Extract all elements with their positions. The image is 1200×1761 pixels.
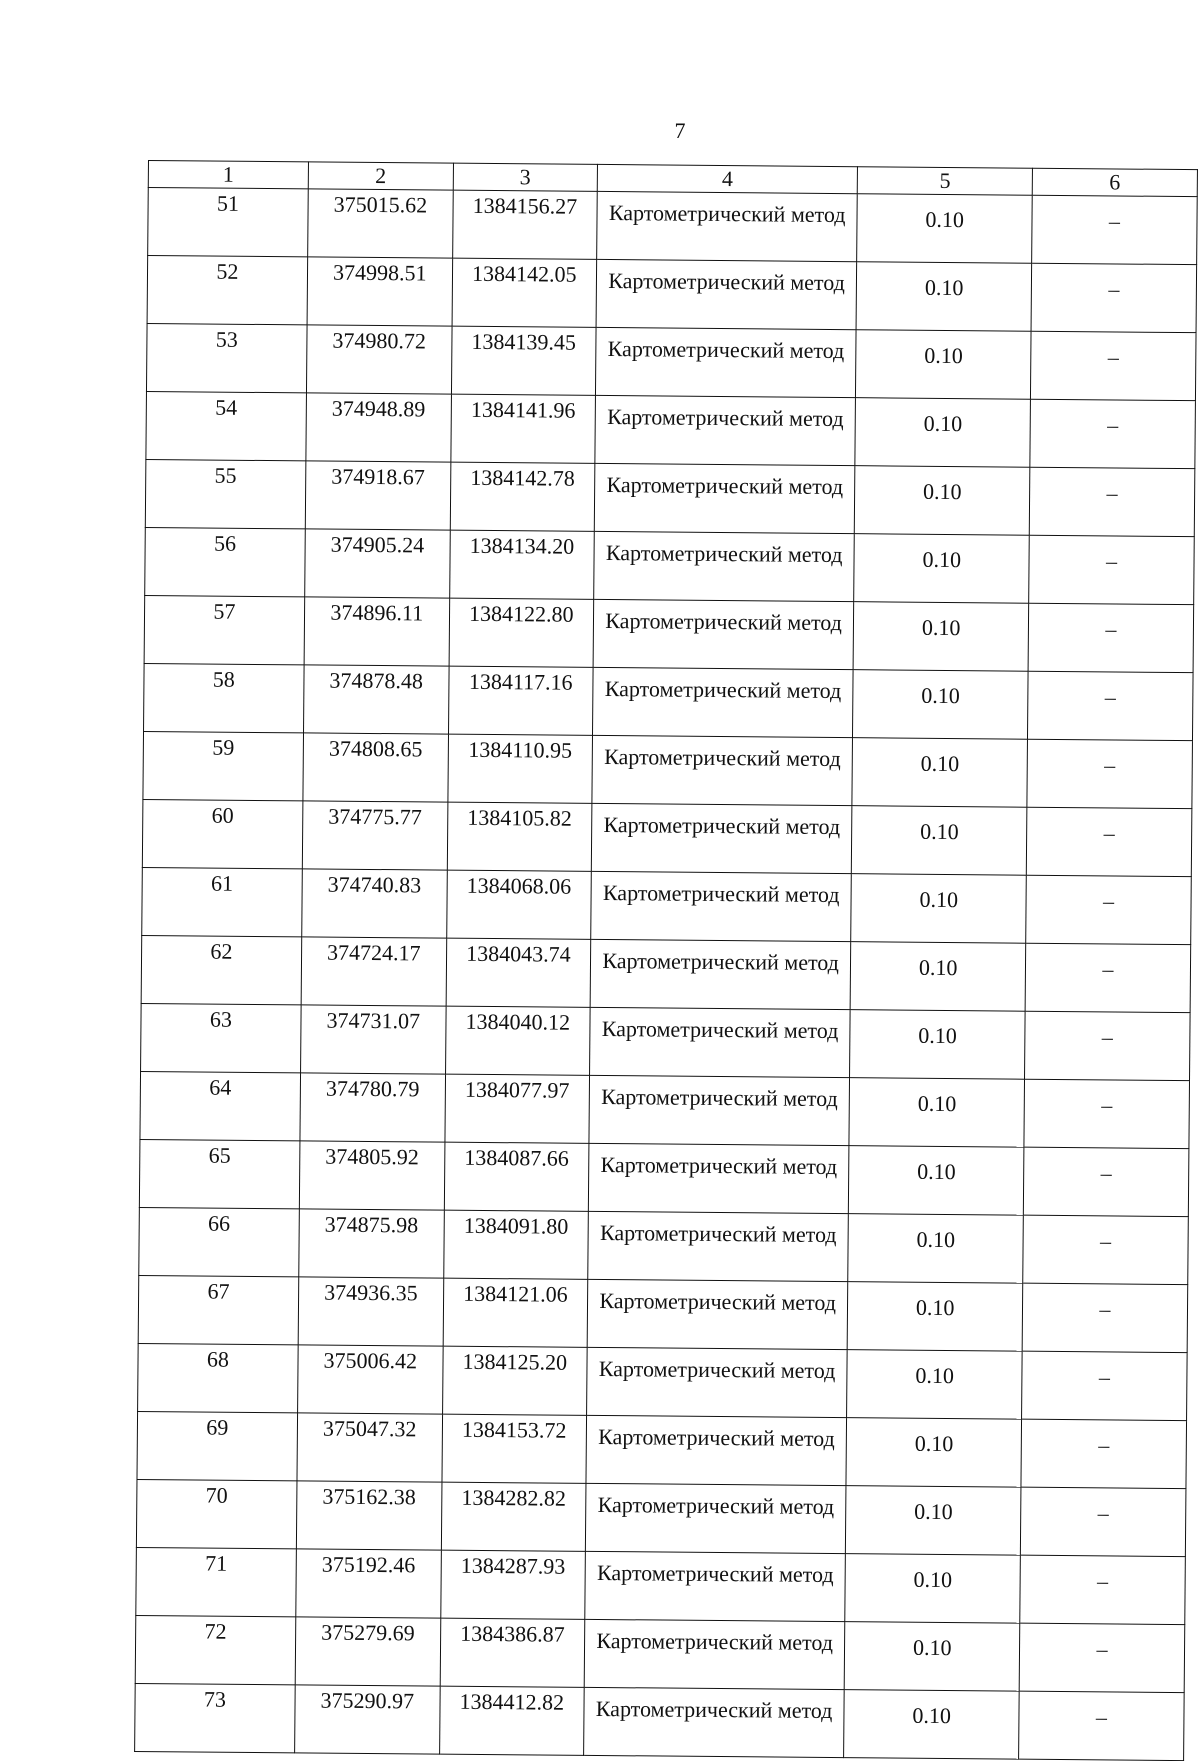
x-coordinate-cell: 374805.92 bbox=[299, 1141, 445, 1210]
x-coordinate-cell: 374878.48 bbox=[303, 665, 449, 734]
method-cell: Картометрический метод bbox=[583, 1687, 844, 1757]
y-coordinate-cell: 1384077.97 bbox=[445, 1074, 590, 1143]
point-number-cell: 73 bbox=[135, 1683, 295, 1752]
precision-cell: 0.10 bbox=[850, 1010, 1025, 1080]
note-cell: – bbox=[1024, 1011, 1190, 1080]
point-number-cell: 69 bbox=[137, 1411, 297, 1480]
note-cell: – bbox=[1027, 671, 1193, 740]
x-coordinate-cell: 375006.42 bbox=[297, 1345, 443, 1414]
table-row bbox=[144, 663, 1194, 740]
y-coordinate-cell: 1384142.05 bbox=[452, 258, 597, 327]
x-coordinate-cell: 375290.97 bbox=[294, 1685, 440, 1754]
precision-cell: 0.10 bbox=[846, 1418, 1021, 1488]
precision-cell: 0.10 bbox=[857, 262, 1032, 332]
y-coordinate-cell: 1384412.82 bbox=[439, 1686, 584, 1755]
method-cell: Картометрический метод bbox=[594, 463, 855, 533]
precision-cell: 0.10 bbox=[855, 466, 1030, 536]
column-header-6: 6 bbox=[1032, 168, 1197, 196]
x-coordinate-cell: 375192.46 bbox=[296, 1549, 442, 1618]
table-row bbox=[145, 527, 1195, 604]
y-coordinate-cell: 1384110.95 bbox=[448, 734, 593, 803]
table-row bbox=[144, 595, 1194, 672]
method-cell: Картометрический метод bbox=[586, 1347, 847, 1417]
precision-cell: 0.10 bbox=[845, 1622, 1020, 1692]
table-row bbox=[146, 323, 1196, 400]
y-coordinate-cell: 1384287.93 bbox=[441, 1550, 586, 1619]
y-coordinate-cell: 1384122.80 bbox=[449, 598, 594, 667]
y-coordinate-cell: 1384105.82 bbox=[447, 802, 592, 871]
y-coordinate-cell: 1384139.45 bbox=[451, 326, 596, 395]
y-coordinate-cell: 1384125.20 bbox=[442, 1346, 587, 1415]
method-cell: Картометрический метод bbox=[595, 327, 856, 397]
note-cell: – bbox=[1023, 1215, 1189, 1284]
point-number-cell: 72 bbox=[135, 1615, 295, 1684]
y-coordinate-cell: 1384040.12 bbox=[445, 1006, 590, 1075]
precision-cell: 0.10 bbox=[846, 1486, 1021, 1556]
method-cell: Картометрический метод bbox=[589, 1007, 850, 1077]
table-row bbox=[139, 1139, 1189, 1216]
point-number-cell: 54 bbox=[146, 391, 306, 460]
table-row bbox=[136, 1479, 1186, 1556]
column-header-4: 4 bbox=[597, 164, 858, 193]
point-number-cell: 63 bbox=[141, 1003, 301, 1072]
method-cell: Картометрический метод bbox=[590, 939, 851, 1009]
method-cell: Картометрический метод bbox=[593, 531, 854, 601]
note-cell: – bbox=[1031, 263, 1197, 332]
point-number-cell: 57 bbox=[144, 595, 304, 664]
point-number-cell: 67 bbox=[138, 1275, 298, 1344]
note-cell: – bbox=[1029, 535, 1195, 604]
note-cell: – bbox=[1024, 1079, 1190, 1148]
x-coordinate-cell: 374896.11 bbox=[304, 597, 450, 666]
x-coordinate-cell: 374775.77 bbox=[302, 801, 448, 870]
method-cell: Картометрический метод bbox=[591, 871, 852, 941]
method-cell: Картометрический метод bbox=[588, 1143, 849, 1213]
y-coordinate-cell: 1384134.20 bbox=[450, 530, 595, 599]
note-cell: – bbox=[1032, 195, 1198, 264]
x-coordinate-cell: 374875.98 bbox=[299, 1209, 445, 1278]
table-row bbox=[142, 867, 1192, 944]
coordinates-table bbox=[134, 160, 1198, 1761]
x-coordinate-cell: 374740.83 bbox=[301, 869, 447, 938]
precision-cell: 0.10 bbox=[851, 874, 1026, 944]
point-number-cell: 56 bbox=[145, 527, 305, 596]
note-cell: – bbox=[1030, 399, 1196, 468]
point-number-cell: 58 bbox=[144, 663, 304, 732]
x-coordinate-cell: 374948.89 bbox=[306, 393, 452, 462]
y-coordinate-cell: 1384156.27 bbox=[452, 190, 597, 259]
y-coordinate-cell: 1384142.78 bbox=[450, 462, 595, 531]
table-body bbox=[135, 188, 1198, 1761]
y-coordinate-cell: 1384141.96 bbox=[451, 394, 596, 463]
point-number-cell: 55 bbox=[145, 459, 305, 528]
point-number-cell: 51 bbox=[148, 188, 308, 257]
table-row bbox=[148, 188, 1198, 265]
note-cell: – bbox=[1029, 467, 1195, 536]
note-cell: – bbox=[1021, 1351, 1187, 1420]
point-number-cell: 52 bbox=[147, 256, 307, 325]
method-cell: Картометрический метод bbox=[592, 735, 853, 805]
precision-cell: 0.10 bbox=[854, 534, 1029, 604]
point-number-cell: 71 bbox=[136, 1547, 296, 1616]
note-cell: – bbox=[1026, 875, 1192, 944]
method-cell: Картометрический метод bbox=[585, 1551, 846, 1621]
precision-cell: 0.10 bbox=[854, 602, 1029, 672]
precision-cell: 0.10 bbox=[847, 1350, 1022, 1420]
method-cell: Картометрический метод bbox=[589, 1075, 850, 1145]
precision-cell: 0.10 bbox=[845, 1554, 1020, 1624]
table-row bbox=[142, 799, 1192, 876]
method-cell: Картометрический метод bbox=[596, 259, 857, 329]
method-cell: Картометрический метод bbox=[593, 599, 854, 669]
table-row bbox=[145, 459, 1195, 536]
precision-cell: 0.10 bbox=[856, 330, 1031, 400]
y-coordinate-cell: 1384121.06 bbox=[443, 1278, 588, 1347]
x-coordinate-cell: 375162.38 bbox=[296, 1481, 442, 1550]
x-coordinate-cell: 374936.35 bbox=[298, 1277, 444, 1346]
note-cell: – bbox=[1022, 1283, 1188, 1352]
table-row bbox=[136, 1547, 1186, 1624]
page-number: 7 bbox=[674, 118, 686, 143]
note-cell: – bbox=[1023, 1147, 1189, 1216]
y-coordinate-cell: 1384091.80 bbox=[444, 1210, 589, 1279]
note-cell: – bbox=[1020, 1487, 1186, 1556]
point-number-cell: 64 bbox=[140, 1071, 300, 1140]
point-number-cell: 59 bbox=[143, 731, 303, 800]
y-coordinate-cell: 1384282.82 bbox=[441, 1482, 586, 1551]
point-number-cell: 66 bbox=[139, 1207, 299, 1276]
x-coordinate-cell: 374724.17 bbox=[301, 937, 447, 1006]
method-cell: Картометрический метод bbox=[584, 1619, 845, 1689]
method-cell: Картометрический метод bbox=[595, 395, 856, 465]
method-cell: Картометрический метод bbox=[587, 1279, 848, 1349]
note-cell: – bbox=[1019, 1623, 1185, 1692]
y-coordinate-cell: 1384153.72 bbox=[442, 1414, 587, 1483]
point-number-cell: 68 bbox=[138, 1343, 298, 1412]
x-coordinate-cell: 375279.69 bbox=[295, 1617, 441, 1686]
method-cell: Картометрический метод bbox=[588, 1211, 849, 1281]
point-number-cell: 65 bbox=[139, 1139, 299, 1208]
precision-cell: 0.10 bbox=[853, 670, 1028, 740]
column-header-1: 1 bbox=[148, 161, 308, 189]
y-coordinate-cell: 1384386.87 bbox=[440, 1618, 585, 1687]
x-coordinate-cell: 374980.72 bbox=[306, 325, 452, 394]
note-cell: – bbox=[1030, 331, 1196, 400]
precision-cell: 0.10 bbox=[857, 194, 1032, 264]
method-cell: Картометрический метод bbox=[591, 803, 852, 873]
y-coordinate-cell: 1384117.16 bbox=[448, 666, 593, 735]
precision-cell: 0.10 bbox=[851, 942, 1026, 1012]
method-cell: Картометрический метод bbox=[585, 1483, 846, 1553]
column-header-2: 2 bbox=[308, 162, 453, 190]
precision-cell: 0.10 bbox=[848, 1214, 1023, 1284]
method-cell: Картометрический метод bbox=[592, 667, 853, 737]
x-coordinate-cell: 374808.65 bbox=[303, 733, 449, 802]
column-header-3: 3 bbox=[453, 163, 597, 191]
y-coordinate-cell: 1384087.66 bbox=[444, 1142, 589, 1211]
point-number-cell: 61 bbox=[142, 867, 302, 936]
table-row bbox=[135, 1683, 1185, 1760]
table-row bbox=[146, 391, 1196, 468]
table-row bbox=[138, 1275, 1188, 1352]
y-coordinate-cell: 1384068.06 bbox=[447, 870, 592, 939]
table-row bbox=[139, 1207, 1189, 1284]
x-coordinate-cell: 375015.62 bbox=[307, 189, 453, 258]
precision-cell: 0.10 bbox=[852, 738, 1027, 808]
point-number-cell: 60 bbox=[142, 799, 302, 868]
point-number-cell: 53 bbox=[146, 323, 306, 392]
note-cell: – bbox=[1020, 1555, 1186, 1624]
note-cell: – bbox=[1026, 807, 1192, 876]
note-cell: – bbox=[1027, 739, 1193, 808]
precision-cell: 0.10 bbox=[844, 1690, 1019, 1760]
precision-cell: 0.10 bbox=[848, 1282, 1023, 1352]
x-coordinate-cell: 375047.32 bbox=[297, 1413, 443, 1482]
table-row bbox=[141, 935, 1191, 1012]
method-cell: Картометрический метод bbox=[586, 1415, 847, 1485]
x-coordinate-cell: 374905.24 bbox=[304, 529, 450, 598]
point-number-cell: 70 bbox=[136, 1479, 296, 1548]
x-coordinate-cell: 374731.07 bbox=[300, 1005, 446, 1074]
precision-cell: 0.10 bbox=[852, 806, 1027, 876]
precision-cell: 0.10 bbox=[849, 1146, 1024, 1216]
method-cell: Картометрический метод bbox=[596, 191, 857, 261]
column-header-5: 5 bbox=[858, 167, 1033, 196]
note-cell: – bbox=[1025, 943, 1191, 1012]
coordinates-table-container bbox=[134, 160, 1198, 1761]
note-cell: – bbox=[1019, 1691, 1185, 1760]
note-cell: – bbox=[1028, 603, 1194, 672]
table-row bbox=[137, 1411, 1187, 1488]
note-cell: – bbox=[1021, 1419, 1187, 1488]
table-row bbox=[138, 1343, 1188, 1420]
x-coordinate-cell: 374998.51 bbox=[307, 257, 453, 326]
table-row bbox=[141, 1003, 1191, 1080]
point-number-cell: 62 bbox=[141, 935, 301, 1004]
y-coordinate-cell: 1384043.74 bbox=[446, 938, 591, 1007]
table-row bbox=[135, 1615, 1185, 1692]
table-row bbox=[140, 1071, 1190, 1148]
precision-cell: 0.10 bbox=[849, 1078, 1024, 1148]
table-row bbox=[147, 256, 1197, 333]
precision-cell: 0.10 bbox=[855, 398, 1030, 468]
x-coordinate-cell: 374780.79 bbox=[300, 1073, 446, 1142]
table-row bbox=[143, 731, 1193, 808]
x-coordinate-cell: 374918.67 bbox=[305, 461, 451, 530]
